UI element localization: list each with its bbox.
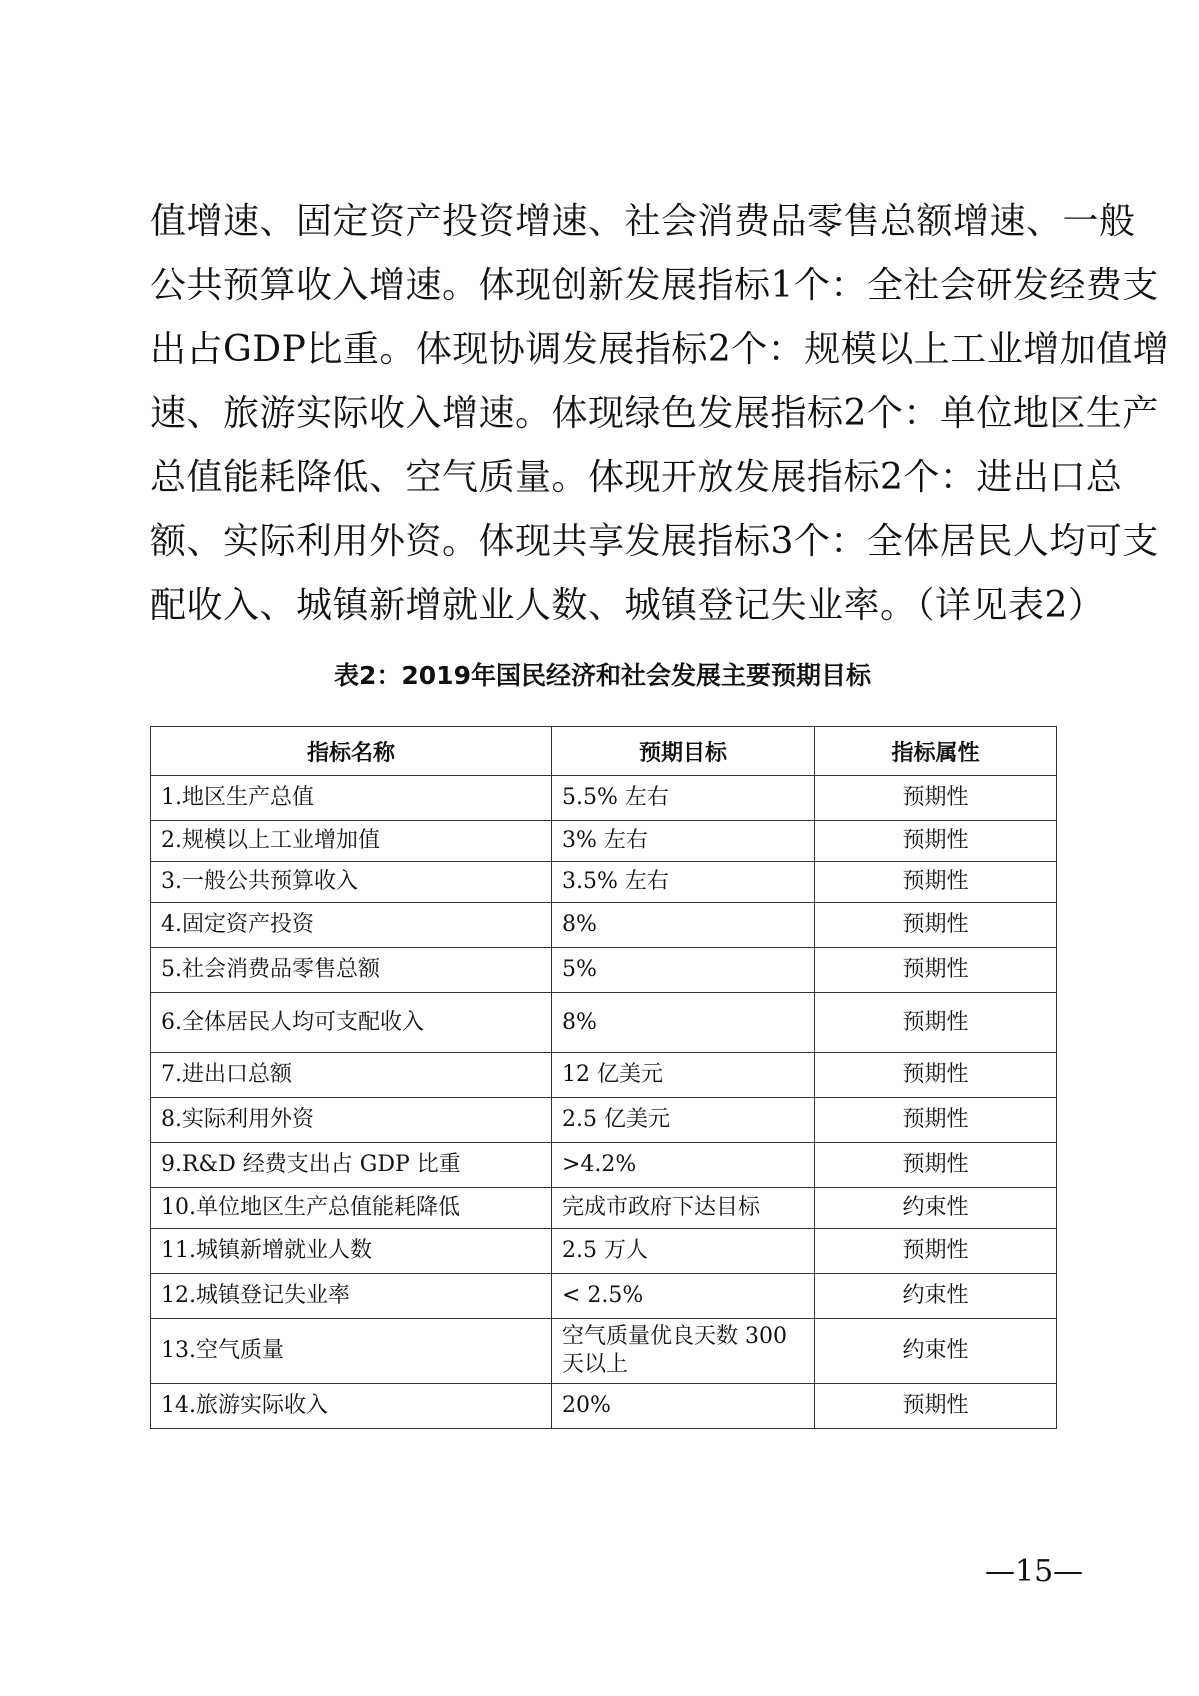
target-cell: 20% bbox=[552, 1384, 815, 1429]
target-cell: 空气质量优良天数 300 天以上 bbox=[552, 1319, 815, 1384]
target-cell: 8% bbox=[552, 993, 815, 1053]
table-row bbox=[151, 1384, 1057, 1429]
table-row bbox=[151, 948, 1057, 993]
indicator-name-cell: 1.地区生产总值 bbox=[151, 776, 552, 821]
indicator-name-cell: 2.规模以上工业增加值 bbox=[151, 821, 552, 862]
indicator-name-cell: 5.社会消费品零售总额 bbox=[151, 948, 552, 993]
target-cell: 2.5 亿美元 bbox=[552, 1098, 815, 1143]
attribute-cell: 预期性 bbox=[815, 948, 1057, 993]
table-row bbox=[151, 1229, 1057, 1274]
table-row bbox=[151, 1319, 1057, 1384]
target-cell: 3% 左右 bbox=[552, 821, 815, 862]
targets-table-wrapper bbox=[150, 726, 1056, 1429]
table-row bbox=[151, 862, 1057, 903]
attribute-cell: 约束性 bbox=[815, 1319, 1057, 1384]
indicator-name-cell: 7.进出口总额 bbox=[151, 1053, 552, 1098]
attribute-cell: 预期性 bbox=[815, 903, 1057, 948]
table-row bbox=[151, 993, 1057, 1053]
attribute-cell: 约束性 bbox=[815, 1188, 1057, 1229]
targets-table bbox=[150, 726, 1057, 1429]
attribute-cell: 预期性 bbox=[815, 1143, 1057, 1188]
table-row bbox=[151, 776, 1057, 821]
table-row bbox=[151, 903, 1057, 948]
indicator-name-cell: 11.城镇新增就业人数 bbox=[151, 1229, 552, 1274]
target-cell: 3.5% 左右 bbox=[552, 862, 815, 903]
table-row bbox=[151, 1053, 1057, 1098]
table-header-row bbox=[151, 727, 1057, 776]
table-row bbox=[151, 821, 1057, 862]
header-indicator-attribute: 指标属性 bbox=[815, 727, 1057, 776]
attribute-cell: 预期性 bbox=[815, 1384, 1057, 1429]
attribute-cell: 预期性 bbox=[815, 1229, 1057, 1274]
body-paragraph bbox=[150, 190, 1170, 638]
paragraph-line: 配收入、城镇新增就业人数、城镇登记失业率。（详见表2） bbox=[150, 585, 1105, 626]
table-row bbox=[151, 1274, 1057, 1319]
indicator-name-cell: 13.空气质量 bbox=[151, 1319, 552, 1384]
indicator-name-cell: 3.一般公共预算收入 bbox=[151, 862, 552, 903]
table-row bbox=[151, 1188, 1057, 1229]
target-cell: 2.5 万人 bbox=[552, 1229, 815, 1274]
attribute-cell: 预期性 bbox=[815, 1098, 1057, 1143]
paragraph-line: 速、旅游实际收入增速。体现绿色发展指标2个：单位地区生产 bbox=[150, 393, 1159, 434]
target-cell: 5% bbox=[552, 948, 815, 993]
indicator-name-cell: 14.旅游实际收入 bbox=[151, 1384, 552, 1429]
attribute-cell: 预期性 bbox=[815, 821, 1057, 862]
indicator-name-cell: 6.全体居民人均可支配收入 bbox=[151, 993, 552, 1053]
target-cell: 8% bbox=[552, 903, 815, 948]
indicator-name-cell: 10.单位地区生产总值能耗降低 bbox=[151, 1188, 552, 1229]
header-expected-target: 预期目标 bbox=[552, 727, 815, 776]
table-row bbox=[151, 1098, 1057, 1143]
header-indicator-name: 指标名称 bbox=[151, 727, 552, 776]
paragraph-line: 额、实际利用外资。体现共享发展指标3个：全体居民人均可支 bbox=[150, 521, 1159, 562]
indicator-name-cell: 8.实际利用外资 bbox=[151, 1098, 552, 1143]
attribute-cell: 预期性 bbox=[815, 1053, 1057, 1098]
indicator-name-cell: 9.R&D 经费支出占 GDP 比重 bbox=[151, 1143, 552, 1188]
attribute-cell: 预期性 bbox=[815, 862, 1057, 903]
attribute-cell: 预期性 bbox=[815, 776, 1057, 821]
target-cell: 完成市政府下达目标 bbox=[552, 1188, 815, 1229]
paragraph-line: 总值能耗降低、空气质量。体现开放发展指标2个：进出口总 bbox=[150, 457, 1123, 498]
paragraph-line: 公共预算收入增速。体现创新发展指标1个：全社会研发经费支 bbox=[150, 265, 1159, 306]
target-cell: 12 亿美元 bbox=[552, 1053, 815, 1098]
table-caption: 表2：2019年国民经济和社会发展主要预期目标 bbox=[334, 661, 871, 690]
indicator-name-cell: 4.固定资产投资 bbox=[151, 903, 552, 948]
paragraph-line: 值增速、固定资产投资增速、社会消费品零售总额增速、一般 bbox=[150, 201, 1136, 242]
table-row bbox=[151, 1143, 1057, 1188]
attribute-cell: 约束性 bbox=[815, 1274, 1057, 1319]
target-cell: < 2.5% bbox=[552, 1274, 815, 1319]
indicator-name-cell: 12.城镇登记失业率 bbox=[151, 1274, 552, 1319]
paragraph-line: 出占GDP比重。体现协调发展指标2个：规模以上工业增加值增 bbox=[150, 329, 1170, 370]
attribute-cell: 预期性 bbox=[815, 993, 1057, 1053]
target-cell: >4.2% bbox=[552, 1143, 815, 1188]
page-number: —15— bbox=[985, 1554, 1084, 1589]
target-cell: 5.5% 左右 bbox=[552, 776, 815, 821]
